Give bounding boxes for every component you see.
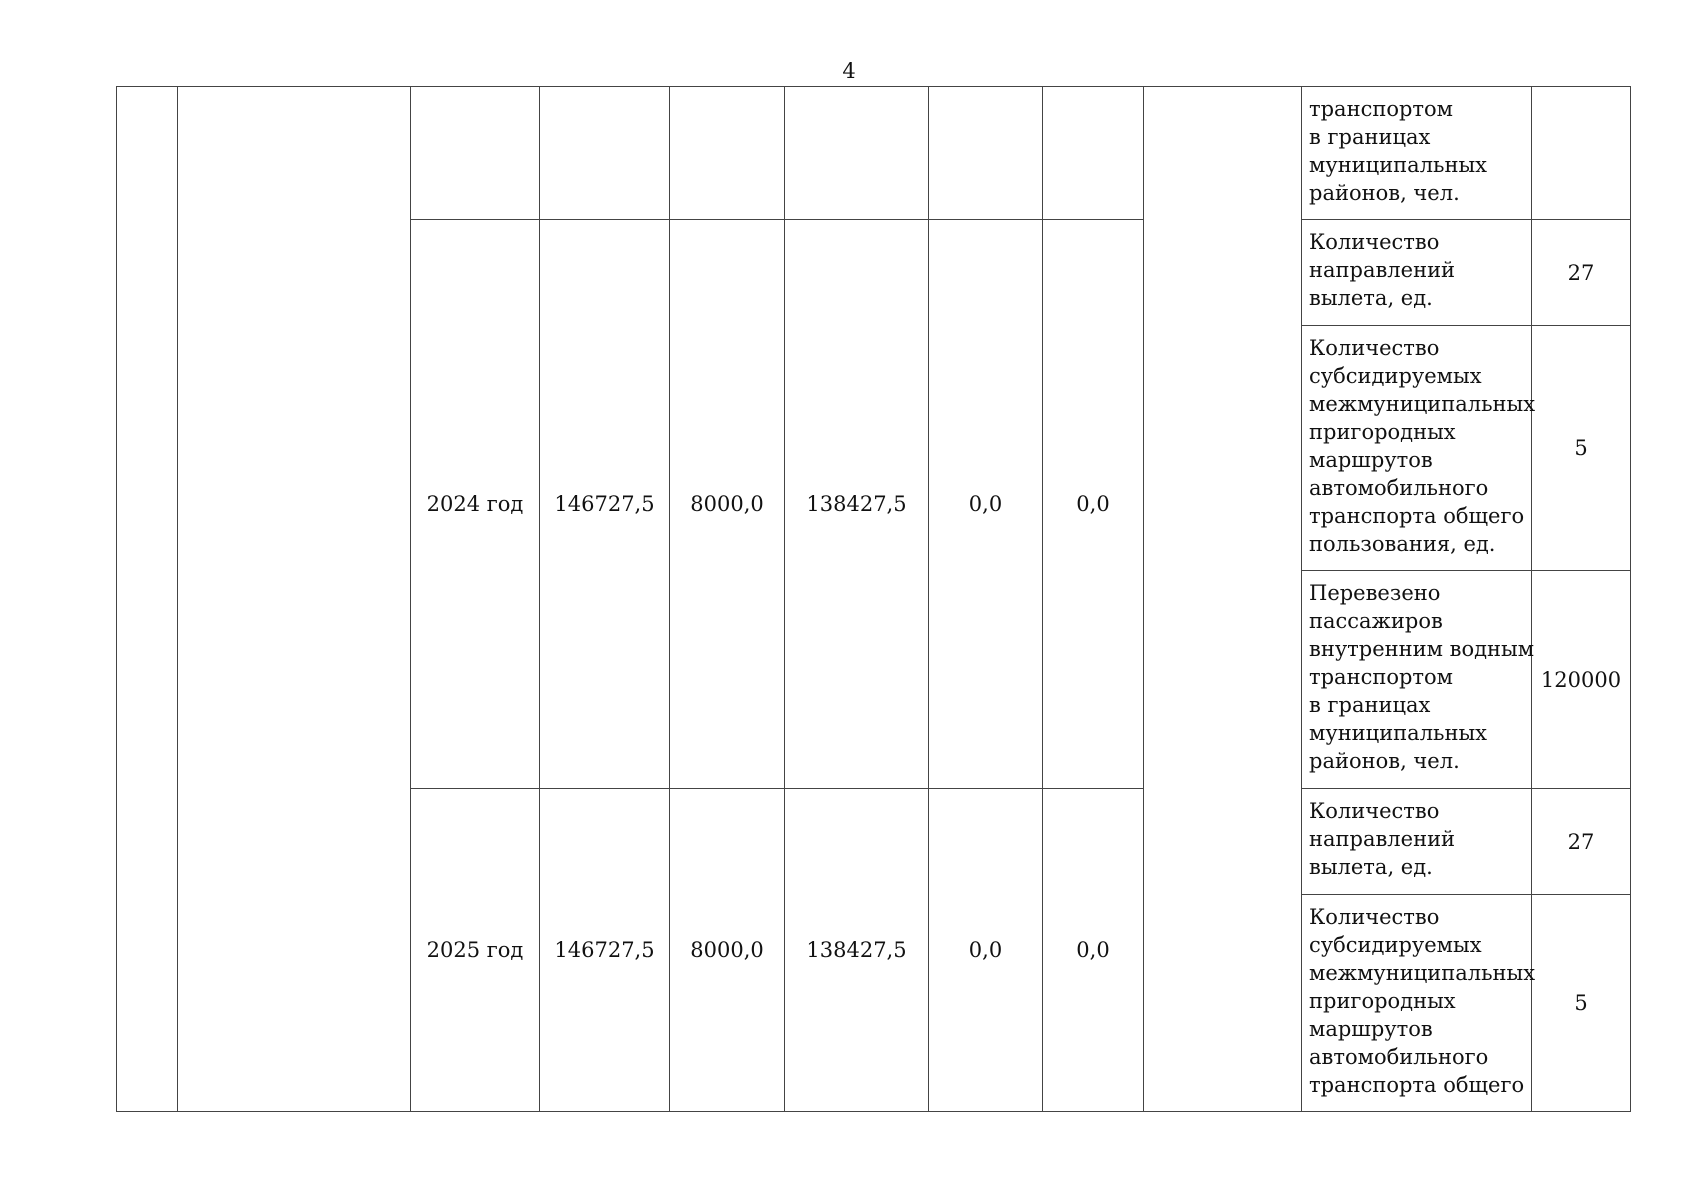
executor-cell xyxy=(1144,87,1302,1112)
regional-budget-cell: 138427,5 xyxy=(785,220,929,789)
total-cell: 146727,5 xyxy=(540,789,670,1112)
other-sources-cell xyxy=(1043,87,1144,220)
number-cell xyxy=(117,87,178,1112)
federal-budget-cell: 8000,0 xyxy=(670,220,785,789)
year-cell: 2024 год xyxy=(411,220,540,789)
local-budget-cell: 0,0 xyxy=(929,789,1043,1112)
indicator-value xyxy=(1532,87,1631,220)
indicator-value: 27 xyxy=(1532,789,1631,895)
total-cell: 146727,5 xyxy=(540,220,670,789)
indicator-value: 27 xyxy=(1532,220,1631,326)
other-sources-cell: 0,0 xyxy=(1043,789,1144,1112)
other-sources-cell: 0,0 xyxy=(1043,220,1144,789)
indicator-value: 5 xyxy=(1532,895,1631,1112)
table-row xyxy=(117,87,1631,220)
year-cell xyxy=(411,87,540,220)
indicator-cell: транспортом в границах муниципальных районов, чел. xyxy=(1302,87,1532,220)
indicator-cell: Перевезено пассажиров внутренним водным транспортом в границах муниципальных районов, чел. xyxy=(1302,571,1532,789)
federal-budget-cell: 8000,0 xyxy=(670,789,785,1112)
federal-budget-cell xyxy=(670,87,785,220)
local-budget-cell: 0,0 xyxy=(929,220,1043,789)
indicator-value: 120000 xyxy=(1532,571,1631,789)
program-table xyxy=(116,86,1631,1112)
indicator-value: 5 xyxy=(1532,326,1631,571)
indicator-cell: Количество субсидируемых межмуниципальных пригородных маршрутов автомобильного транспорта общего пользования, ед. xyxy=(1302,326,1532,571)
regional-budget-cell xyxy=(785,87,929,220)
year-cell: 2025 год xyxy=(411,789,540,1112)
indicator-cell: Количество направлений вылета, ед. xyxy=(1302,220,1532,326)
event-name-cell xyxy=(178,87,411,1112)
total-cell xyxy=(540,87,670,220)
local-budget-cell xyxy=(929,87,1043,220)
page-number: 4 xyxy=(842,59,856,83)
regional-budget-cell: 138427,5 xyxy=(785,789,929,1112)
indicator-cell: Количество субсидируемых межмуниципальных пригородных маршрутов автомобильного транспорта общего xyxy=(1302,895,1532,1112)
indicator-cell: Количество направлений вылета, ед. xyxy=(1302,789,1532,895)
